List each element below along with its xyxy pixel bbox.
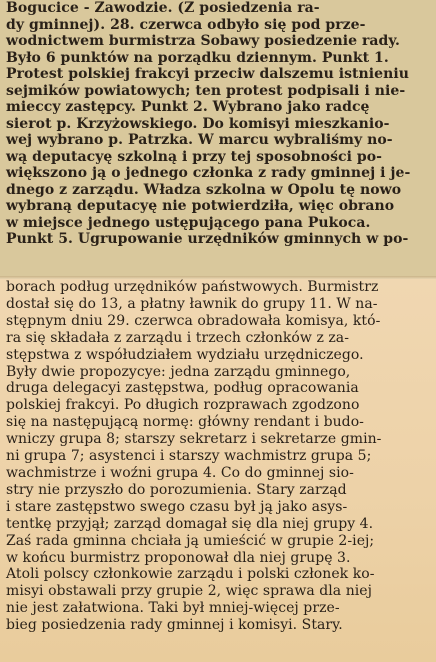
article-clipping-bottom [0,279,436,662]
article-line: stępnym dniu 29. czerwca obradowała komisya, któ- [6,312,381,329]
article-line: tentkę przyjął; zarząd domagał się dla niej grupy 4. [6,515,374,532]
article-line: bieg posiedzenia rady gminnej i komisyi. Stary. [6,617,343,634]
article-line: nie jest załatwiona. Taki był mniej-więcej prze- [6,600,340,617]
article-line: wybraną deputacyę nie potwierdziła, więc obrano [6,198,395,214]
article-line: i stare zastępstwo swego czasu był ją jako asys- [6,498,348,515]
article-line: w końcu burmistrz proponował dla niej grupę 3. [6,549,351,566]
article-line: borach podług urzędników państwowych. Burmistrz [6,279,379,295]
article-line: ni grupa 7; asystenci i starszy wachmistrz grupa 5; [6,448,372,465]
article-line: stępstwa z współudziałem wydziału urzędniczego. [6,346,364,363]
article-line: Zaś rada gminna chciała ją umieścić w grupie 2-iej; [6,532,375,549]
article-line: polskiej frakcyi. Po długich rozprawach zgodzono [6,397,360,414]
article-line: misyi obstawali przy grupie 2, więc sprawa dla niej [6,583,373,600]
article-line: wej wybrano p. Patrzka. W marcu wybraliśmy no- [6,132,393,148]
article-line: Były dwie propozycye: jedna zarządu gminnego, [6,363,351,380]
article-line: większono ją o jednego członka z rady gminnej i je- [6,165,411,181]
article-line: sierot p. Krzyżowskiego. Do komisyi mieszkanio- [6,115,390,132]
article-line: Było 6 punktów na porządku dziennym. Punkt 1. [6,49,389,66]
article-line: Bogucice - Zawodzie. (Z posiedzenia ra- [6,0,320,16]
article-line: druga delegacyi zastępstwa, podług opracowania [6,380,359,397]
article-line: dy gminnej). 28. czerwca odbyło się pod prze- [6,16,366,33]
article-line: wniczy grupa 8; starszy sekretarz i sekretarze gmin- [6,431,382,448]
article-line: Protest polskiej frakcyi przeciw dalszemu istnieniu [6,66,409,82]
article-line: wą deputacyę szkolną i przy tej sposobności po- [6,148,383,165]
article-line: stry nie przyszło do porozumienia. Stary zarząd [6,481,347,498]
article-line: sejmików powiatowych; ten protest podpisali i nie- [6,82,406,99]
article-line: wodnictwem burmistrza Sobawy posiedzenie rady. [6,33,400,49]
article-line: Punkt 5. Ugrupowanie urzędników gminnych w po- [6,231,409,247]
article-line: ra się składała z zarządu i trzech członków z za- [6,329,349,346]
article-line: Atoli polscy członkowie zarządu i polski członek ko- [6,566,375,583]
article-line: w miejsce jednego ustępującego pana Pukoca. [6,214,371,231]
article-line: się na następującą normę: główny rendant i budo- [6,414,364,431]
article-line: mieccy zastępcy. Punkt 2. Wybrano jako radcę [6,99,370,115]
article-line: dostał się do 13, a płatny ławnik do grupy 11. W na- [6,295,378,312]
article-line: dnego z zarządu. Władza szkolna w Opolu tę nowo [6,181,402,198]
article-line: wachmistrze i woźni grupa 4. Co do gminnej sio- [6,464,354,481]
article-clipping-top [0,0,436,279]
